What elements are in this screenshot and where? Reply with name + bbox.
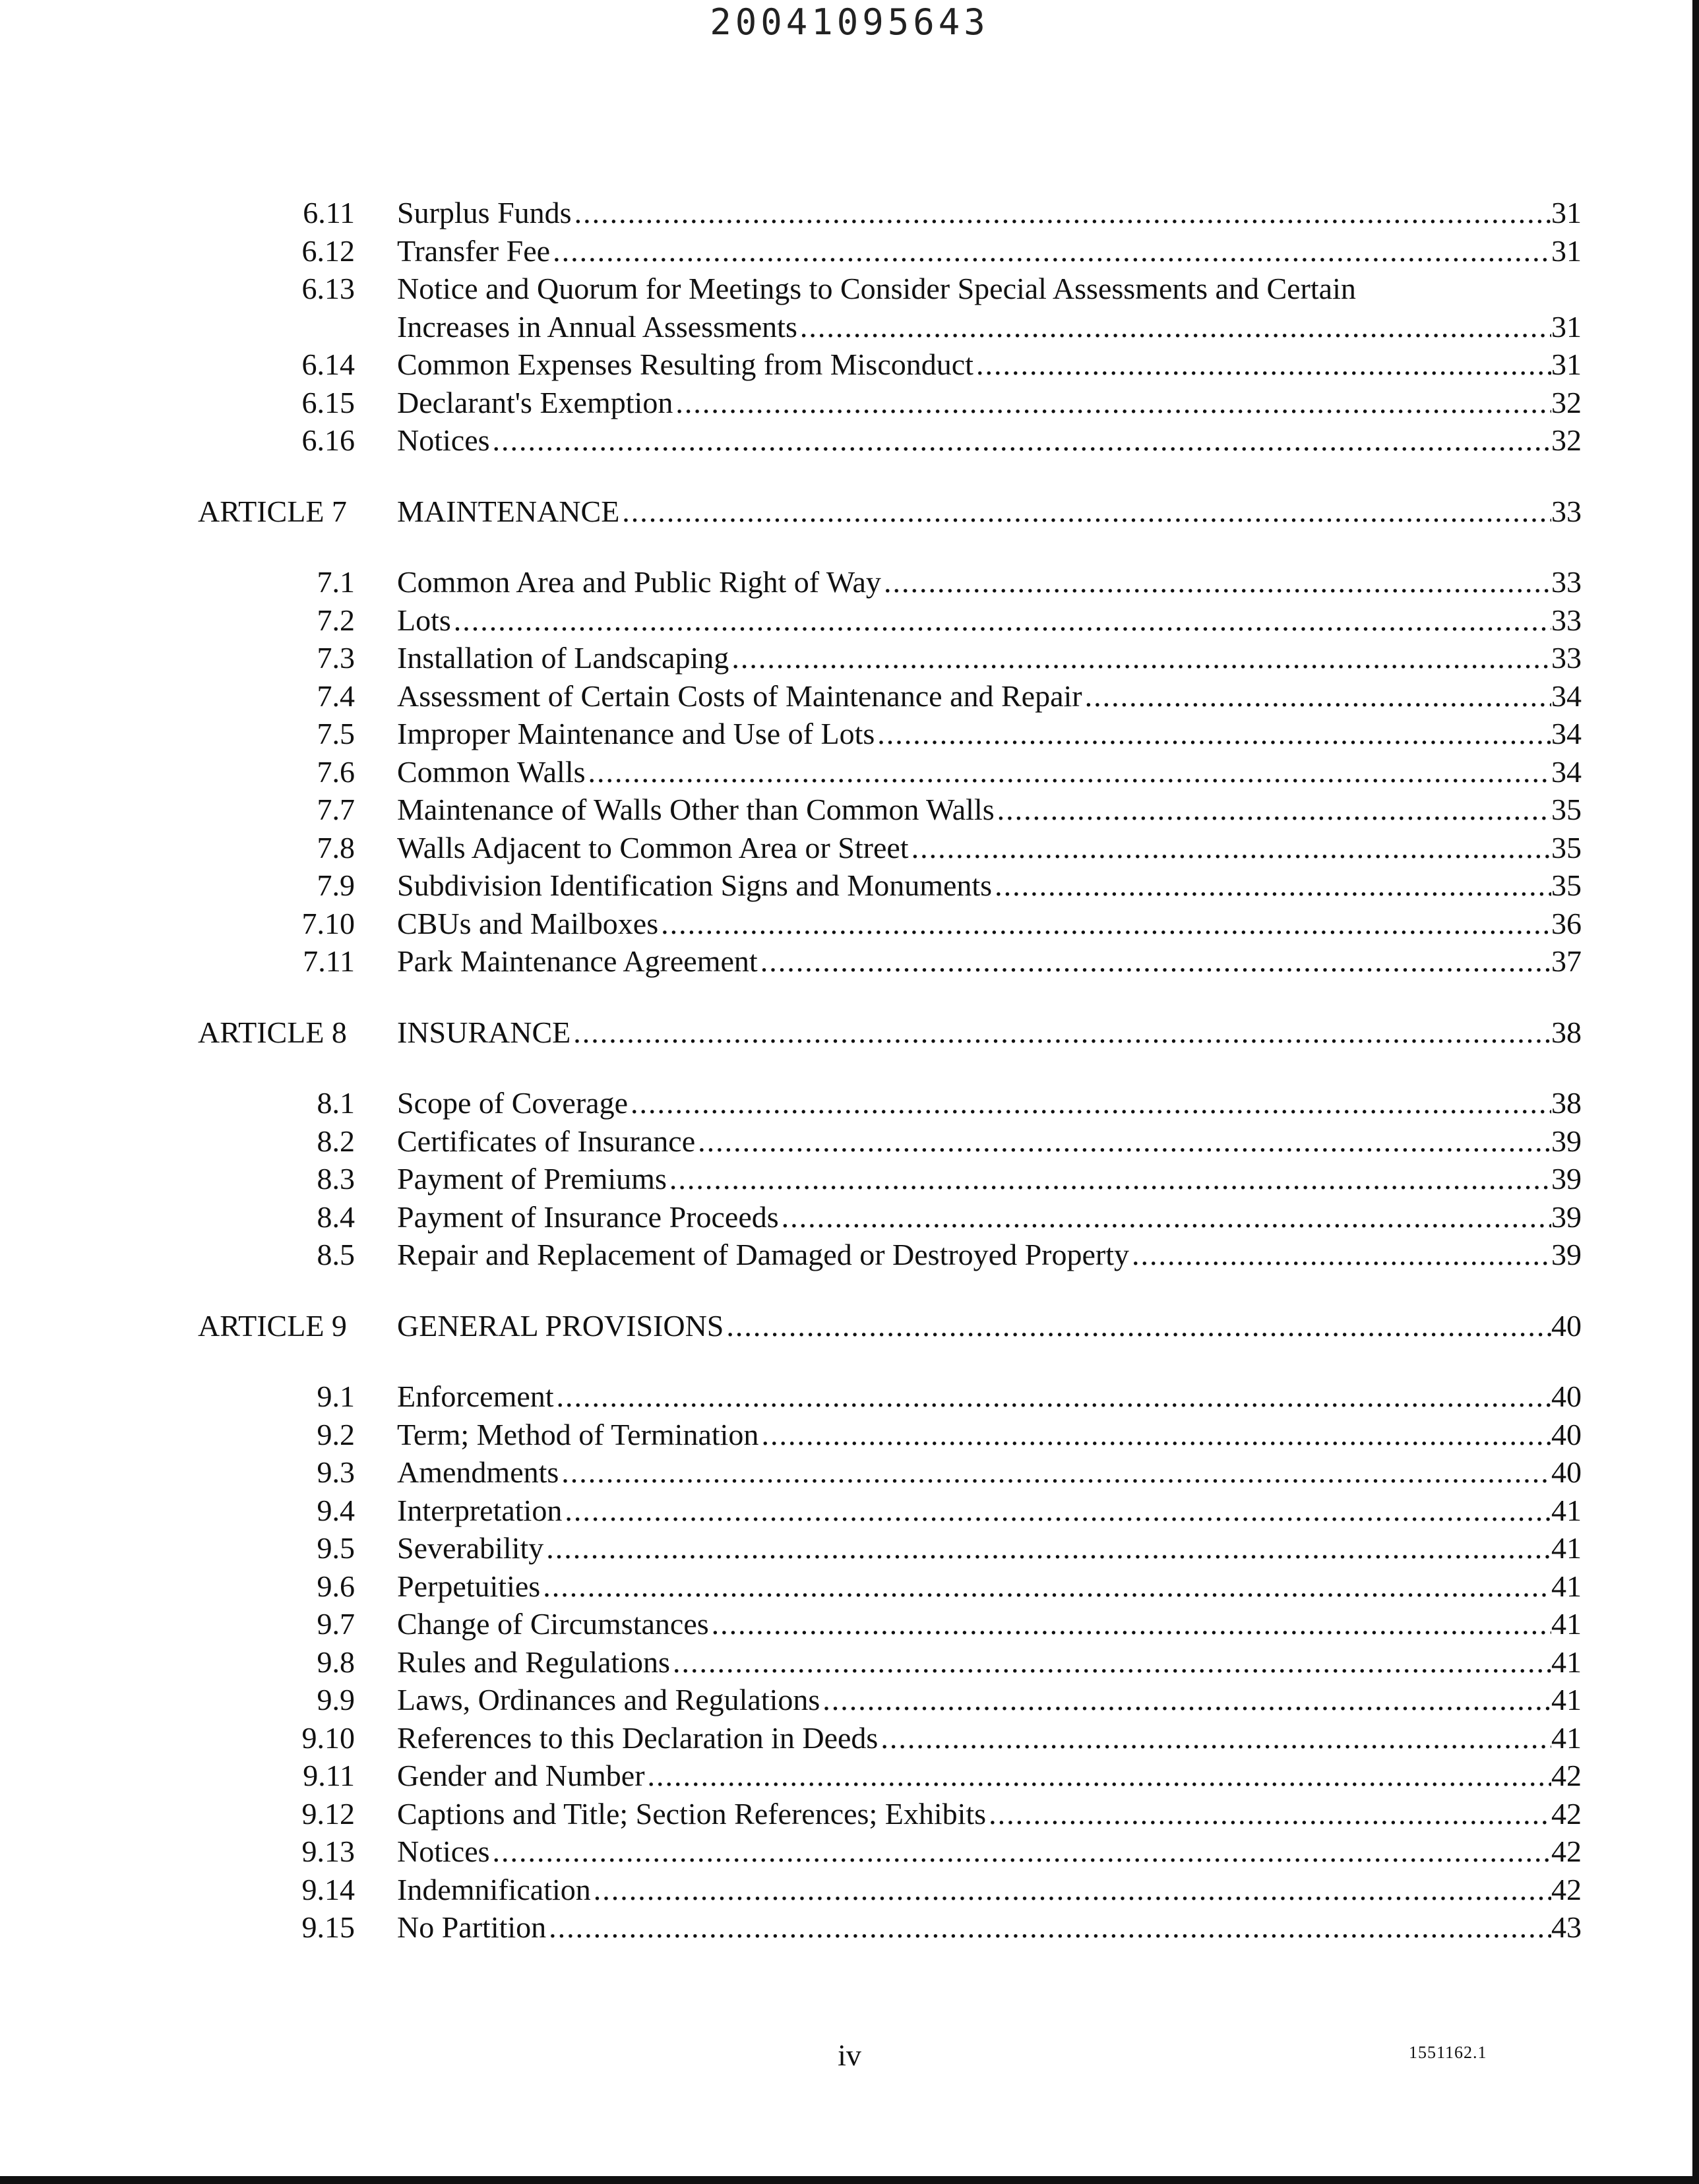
toc-entry-number: 9.14 (301, 1872, 355, 1906)
dot-leader (645, 1757, 1551, 1795)
toc-entry-number: 6.15 (301, 385, 355, 419)
toc-entry (0, 1643, 1699, 1682)
toc-entry-title: Common Area and Public Right of Way (397, 565, 881, 599)
toc-entry (0, 1198, 1699, 1236)
toc-entry (0, 1492, 1699, 1530)
toc-article-heading (0, 1014, 1699, 1052)
toc-entry (0, 1084, 1699, 1122)
dot-leader (559, 1453, 1551, 1492)
article-number: ARTICLE 8 (198, 1015, 347, 1049)
toc-entry (0, 1416, 1699, 1454)
toc-entry-page: 41 (1551, 1607, 1582, 1641)
toc-entry-page: 41 (1551, 1569, 1582, 1603)
toc-entry-number: 7.3 (317, 641, 355, 675)
toc-entry-title: Change of Circumstances (397, 1607, 709, 1641)
dot-leader (540, 1567, 1551, 1606)
toc-entry-number: 8.4 (317, 1199, 355, 1234)
toc-entry-page: 35 (1551, 830, 1582, 864)
toc-entry-page: 35 (1551, 868, 1582, 902)
toc-entry-page: 34 (1551, 717, 1582, 750)
dot-leader (670, 1643, 1551, 1682)
toc-entry-title: Walls Adjacent to Common Area or Street (397, 830, 909, 864)
dot-leader (881, 563, 1551, 601)
toc-entry (0, 1605, 1699, 1643)
toc-entry-title: Assessment of Certain Costs of Maintenance and Repair (397, 679, 1082, 713)
toc-entry-title: Common Expenses Resulting from Misconduct (397, 348, 973, 381)
toc-entry-page: 35 (1551, 793, 1582, 826)
dot-leader (909, 829, 1551, 867)
toc-entry-title: Gender and Number (397, 1759, 645, 1792)
document-reference: 1551162.1 (1409, 2043, 1487, 2062)
toc-entry-title: Interpretation (397, 1493, 563, 1527)
toc-entry (0, 791, 1699, 829)
toc-entry-number: 7.6 (317, 754, 355, 789)
toc-entry-page: 31 (1551, 348, 1582, 381)
toc-entry-title: Captions and Title; Section References; Exhibits (397, 1796, 987, 1831)
toc-entry-title: Installation of Landscaping (397, 641, 729, 675)
dot-leader (673, 384, 1551, 422)
toc-entry (0, 753, 1699, 791)
toc-entry-page: 39 (1551, 1238, 1582, 1271)
scan-border-bottom (0, 2176, 1699, 2184)
toc-entry-page: 38 (1551, 1015, 1582, 1049)
toc-entry-page: 33 (1551, 603, 1582, 637)
toc-entry (0, 1378, 1699, 1416)
dot-leader (572, 194, 1551, 232)
toc-entry (0, 232, 1699, 270)
toc-entry (0, 270, 1699, 308)
article-title: GENERAL PROVISIONS (397, 1308, 724, 1343)
toc-entry-page: 32 (1551, 385, 1582, 419)
toc-entry-title: Enforcement (397, 1380, 554, 1413)
dot-leader (586, 753, 1551, 791)
toc-entry (0, 1908, 1699, 1947)
toc-entry-page: 33 (1551, 641, 1582, 675)
toc-entry-title: Laws, Ordinances and Regulations (397, 1683, 820, 1716)
toc-entry-title: No Partition (397, 1910, 547, 1944)
toc-entry-number: 9.3 (317, 1455, 355, 1489)
toc-entry-page: 31 (1551, 233, 1582, 268)
toc-entry-page: 39 (1551, 1162, 1582, 1196)
article-number: ARTICLE 7 (198, 494, 347, 528)
document-number: 20041095643 (710, 1, 989, 43)
toc-entry-page: 41 (1551, 1531, 1582, 1565)
dot-leader (875, 715, 1551, 753)
toc-entry-page: 34 (1551, 679, 1582, 713)
toc-entry-page: 33 (1551, 565, 1582, 599)
dot-leader (490, 421, 1551, 460)
toc-entry-number: 8.1 (317, 1086, 355, 1120)
toc-article-heading (0, 493, 1699, 531)
toc-entry-title: Certificates of Insurance (397, 1124, 696, 1158)
toc-entry-page: 40 (1551, 1417, 1582, 1451)
toc-entry-number: 7.7 (317, 793, 355, 826)
toc-entry-title: CBUs and Mailboxes (397, 906, 659, 940)
toc-entry-number: 6.11 (303, 196, 355, 229)
toc-entry (0, 829, 1699, 867)
toc-entry-number: 6.13 (301, 272, 355, 305)
toc-entry-number: 9.13 (301, 1835, 355, 1868)
dot-leader (658, 905, 1551, 943)
toc-entry-title: References to this Declaration in Deeds (397, 1720, 879, 1755)
dot-leader (554, 1378, 1551, 1416)
toc-entry-title: Common Walls (397, 754, 586, 789)
toc-entry-number: 9.12 (301, 1796, 355, 1831)
toc-entry (0, 1122, 1699, 1161)
dot-leader (758, 1416, 1551, 1454)
toc-entry (0, 1236, 1699, 1274)
dot-leader (591, 1871, 1551, 1909)
dot-leader (1082, 677, 1551, 715)
toc-entry-page: 41 (1551, 1683, 1582, 1716)
article-number: ARTICLE 9 (198, 1308, 347, 1343)
toc-entry-page: 41 (1551, 1720, 1582, 1755)
dot-leader (758, 942, 1551, 981)
toc-entry (0, 1833, 1699, 1871)
toc-entry-number: 7.1 (317, 565, 355, 599)
toc-entry (0, 1453, 1699, 1492)
dot-leader (490, 1833, 1551, 1871)
toc-entry-page: 43 (1551, 1910, 1582, 1944)
toc-entry-page: 41 (1551, 1645, 1582, 1679)
dot-leader (992, 866, 1551, 905)
toc-entry-continuation (0, 308, 1699, 346)
toc-entry (0, 866, 1699, 905)
toc-entry (0, 384, 1699, 422)
dot-leader (878, 1719, 1551, 1757)
toc-entry (0, 905, 1699, 943)
toc-entry-page: 33 (1551, 494, 1582, 528)
toc-entry (0, 715, 1699, 753)
toc-entry (0, 194, 1699, 232)
toc-entry-number: 9.10 (301, 1720, 355, 1755)
toc-entry-page: 38 (1551, 1086, 1582, 1120)
toc-entry (0, 1719, 1699, 1757)
toc-entry-number: 6.16 (301, 423, 355, 457)
toc-entry-number: 9.7 (317, 1607, 355, 1641)
toc-entry-page: 34 (1551, 754, 1582, 789)
dot-leader (724, 1307, 1551, 1345)
toc-entry-number: 7.5 (317, 717, 355, 750)
toc-entry-title: Severability (397, 1531, 544, 1565)
toc-entry-number: 9.4 (317, 1493, 355, 1527)
article-title: MAINTENANCE (397, 494, 620, 528)
toc-entry-title: Declarant's Exemption (397, 385, 673, 419)
toc-entry (0, 1681, 1699, 1719)
toc-entry-title: Payment of Insurance Proceeds (397, 1199, 779, 1234)
toc-entry (0, 346, 1699, 384)
toc-entry (0, 421, 1699, 460)
dot-leader (550, 232, 1551, 270)
toc-entry-title: Surplus Funds (397, 196, 572, 229)
dot-leader (667, 1160, 1551, 1198)
toc-entry (0, 1757, 1699, 1795)
toc-entry-title: Improper Maintenance and Use of Lots (397, 717, 875, 750)
dot-leader (451, 601, 1551, 640)
scan-border-right (1692, 0, 1699, 2176)
dot-leader (797, 308, 1551, 346)
dot-leader (628, 1084, 1551, 1122)
toc-entry-title: Payment of Premiums (397, 1162, 667, 1196)
toc-entry (0, 942, 1699, 981)
dot-leader (1129, 1236, 1551, 1274)
toc-entry-title: Perpetuities (397, 1569, 541, 1603)
toc-entry-page: 42 (1551, 1796, 1582, 1831)
toc-entry (0, 1567, 1699, 1606)
toc-entry-number: 7.8 (317, 830, 355, 864)
toc-entry-title: Subdivision Identification Signs and Monuments (397, 868, 993, 902)
toc-entry-page: 32 (1551, 423, 1582, 457)
toc-entry-page: 31 (1551, 196, 1582, 229)
toc-entry (0, 563, 1699, 601)
dot-leader (729, 639, 1551, 677)
toc-entry-page: 36 (1551, 906, 1582, 940)
toc-entry-title: Term; Method of Termination (397, 1417, 759, 1451)
toc-entry-page: 40 (1551, 1455, 1582, 1489)
page-number: iv (838, 2038, 861, 2072)
toc-entry-title: Transfer Fee (397, 233, 551, 268)
toc-entry (0, 1529, 1699, 1567)
toc-entry-number: 8.3 (317, 1162, 355, 1196)
dot-leader (695, 1122, 1551, 1161)
toc-entry-number: 7.4 (317, 679, 355, 713)
dot-leader (546, 1908, 1551, 1947)
dot-leader (986, 1795, 1551, 1833)
toc-entry-title: Notice and Quorum for Meetings to Consider Special Assessments and Certain (397, 272, 1356, 305)
toc-entry (0, 1160, 1699, 1198)
toc-entry-number: 9.1 (317, 1380, 355, 1413)
toc-entry-title: Rules and Regulations (397, 1645, 670, 1679)
toc-entry-page: 31 (1551, 309, 1582, 344)
toc-article-heading (0, 1307, 1699, 1345)
toc-entry-page: 37 (1551, 944, 1582, 978)
toc-entry (0, 1795, 1699, 1833)
toc-entry-title: Scope of Coverage (397, 1086, 628, 1120)
toc-entry-number: 9.2 (317, 1417, 355, 1451)
toc-entry-title: Amendments (397, 1455, 559, 1489)
toc-entry-title: Park Maintenance Agreement (397, 944, 758, 978)
dot-leader (543, 1529, 1551, 1567)
toc-entry-title: Notices (397, 1835, 490, 1868)
toc-entry-page: 39 (1551, 1124, 1582, 1158)
toc-entry-number: 8.2 (317, 1124, 355, 1158)
toc-entry-number: 8.5 (317, 1238, 355, 1271)
toc-entry-number: 9.9 (317, 1683, 355, 1716)
toc-entry (0, 601, 1699, 640)
toc-entry-page: 39 (1551, 1199, 1582, 1234)
toc-entry-title: Maintenance of Walls Other than Common Walls (397, 793, 995, 826)
toc-entry (0, 677, 1699, 715)
toc-entry (0, 639, 1699, 677)
toc-entry-number: 6.12 (301, 233, 355, 268)
article-title: INSURANCE (397, 1015, 571, 1049)
toc-entry-number: 7.11 (303, 944, 355, 978)
dot-leader (571, 1014, 1551, 1052)
dot-leader (619, 493, 1551, 531)
table-of-contents (0, 194, 1699, 1947)
toc-entry-number: 6.14 (301, 348, 355, 381)
toc-entry-page: 40 (1551, 1380, 1582, 1413)
toc-entry-page: 41 (1551, 1493, 1582, 1527)
toc-entry-number: 9.6 (317, 1569, 355, 1603)
dot-leader (973, 346, 1551, 384)
toc-entry-title: Lots (397, 603, 451, 637)
toc-entry-number: 7.9 (317, 868, 355, 902)
toc-entry-number: 7.2 (317, 603, 355, 637)
dot-leader (779, 1198, 1551, 1236)
toc-entry-title: Repair and Replacement of Damaged or Destroyed Property (397, 1238, 1129, 1271)
toc-entry (0, 1871, 1699, 1909)
toc-entry-number: 9.11 (303, 1759, 355, 1792)
toc-entry-title: Increases in Annual Assessments (397, 309, 797, 344)
toc-entry-number: 9.8 (317, 1645, 355, 1679)
toc-entry-page: 42 (1551, 1759, 1582, 1792)
toc-entry-number: 9.5 (317, 1531, 355, 1565)
toc-entry-page: 42 (1551, 1872, 1582, 1906)
dot-leader (562, 1492, 1551, 1530)
toc-entry-number: 9.15 (301, 1910, 355, 1944)
dot-leader (709, 1605, 1551, 1643)
toc-entry-page: 40 (1551, 1308, 1582, 1343)
toc-entry-title: Notices (397, 423, 490, 457)
toc-entry-page: 42 (1551, 1835, 1582, 1868)
toc-entry-title: Indemnification (397, 1872, 591, 1906)
toc-entry-number: 7.10 (301, 906, 355, 940)
dot-leader (820, 1681, 1551, 1719)
dot-leader (995, 791, 1551, 829)
